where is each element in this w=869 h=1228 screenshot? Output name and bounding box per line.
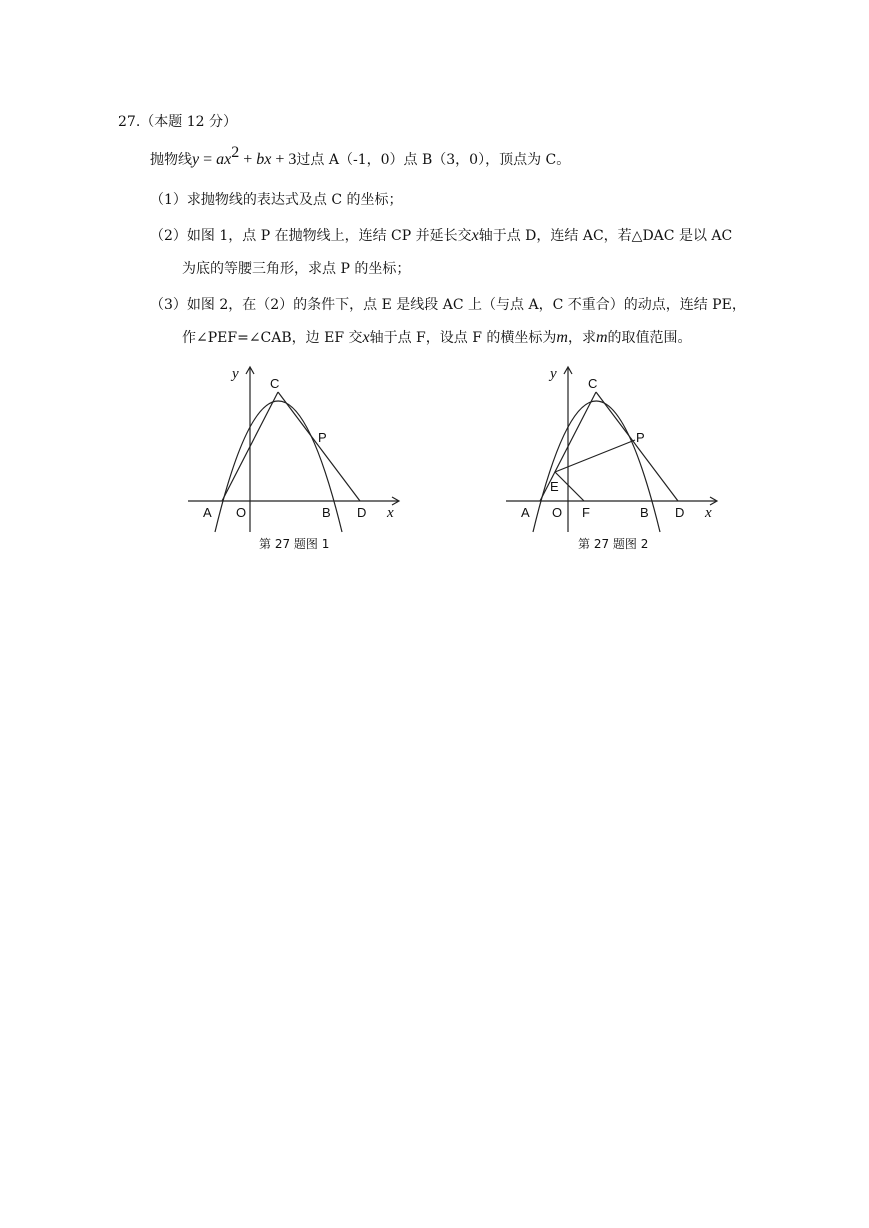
label-y: y [550, 366, 557, 382]
label-c: C [270, 376, 280, 391]
question-2-line-1: （2）如图 1，点 P 在抛物线上，连结 CP 并延长交x轴于点 D，连结 AC，若△DAC 是以 AC [150, 227, 733, 244]
segment-cd [278, 392, 360, 501]
eq-y: y [192, 151, 200, 168]
question-3-line-2: 作∠PEF=∠CAB，边 EF 交x轴于点 F，设点 F 的横坐标为m，求m的取值范围。 [182, 329, 692, 346]
label-p: P [636, 430, 645, 445]
figure-1 [180, 360, 410, 560]
segment-ef [555, 472, 584, 501]
problem-stem: 抛物线$y = ax^2$ + bx + 3过点 A（-1，0）点 B（3，0），顶点为 C。 [150, 144, 571, 168]
figure-2 [498, 360, 728, 560]
segment-ep [555, 440, 635, 472]
label-b: B [322, 505, 331, 520]
label-b: B [640, 505, 649, 520]
label-x: x [387, 505, 394, 521]
label-f: F [582, 505, 590, 520]
label-o: O [236, 505, 247, 520]
figure-1-caption: 第 27 题图 1 [259, 537, 330, 551]
label-a: A [203, 505, 212, 520]
label-a: A [521, 505, 530, 520]
label-x: x [705, 505, 712, 521]
question-1: （1）求抛物线的表达式及点 C 的坐标； [150, 192, 403, 208]
problem-header: 27.（本题 12 分） [118, 114, 237, 130]
question-3-line-1: （3）如图 2，在（2）的条件下，点 E 是线段 AC 上（与点 A，C 不重合）的动点，连结 PE， [150, 297, 746, 313]
label-o: O [552, 505, 563, 520]
segment-cd [596, 392, 678, 501]
label-y: y [232, 366, 239, 382]
figure-2-caption: 第 27 题图 2 [578, 537, 649, 551]
label-c: C [588, 376, 598, 391]
label-d: D [675, 505, 685, 520]
question-2-line-2: 为底的等腰三角形，求点 P 的坐标； [182, 261, 411, 277]
label-e: E [550, 479, 559, 494]
label-d: D [357, 505, 367, 520]
label-p: P [318, 430, 327, 445]
